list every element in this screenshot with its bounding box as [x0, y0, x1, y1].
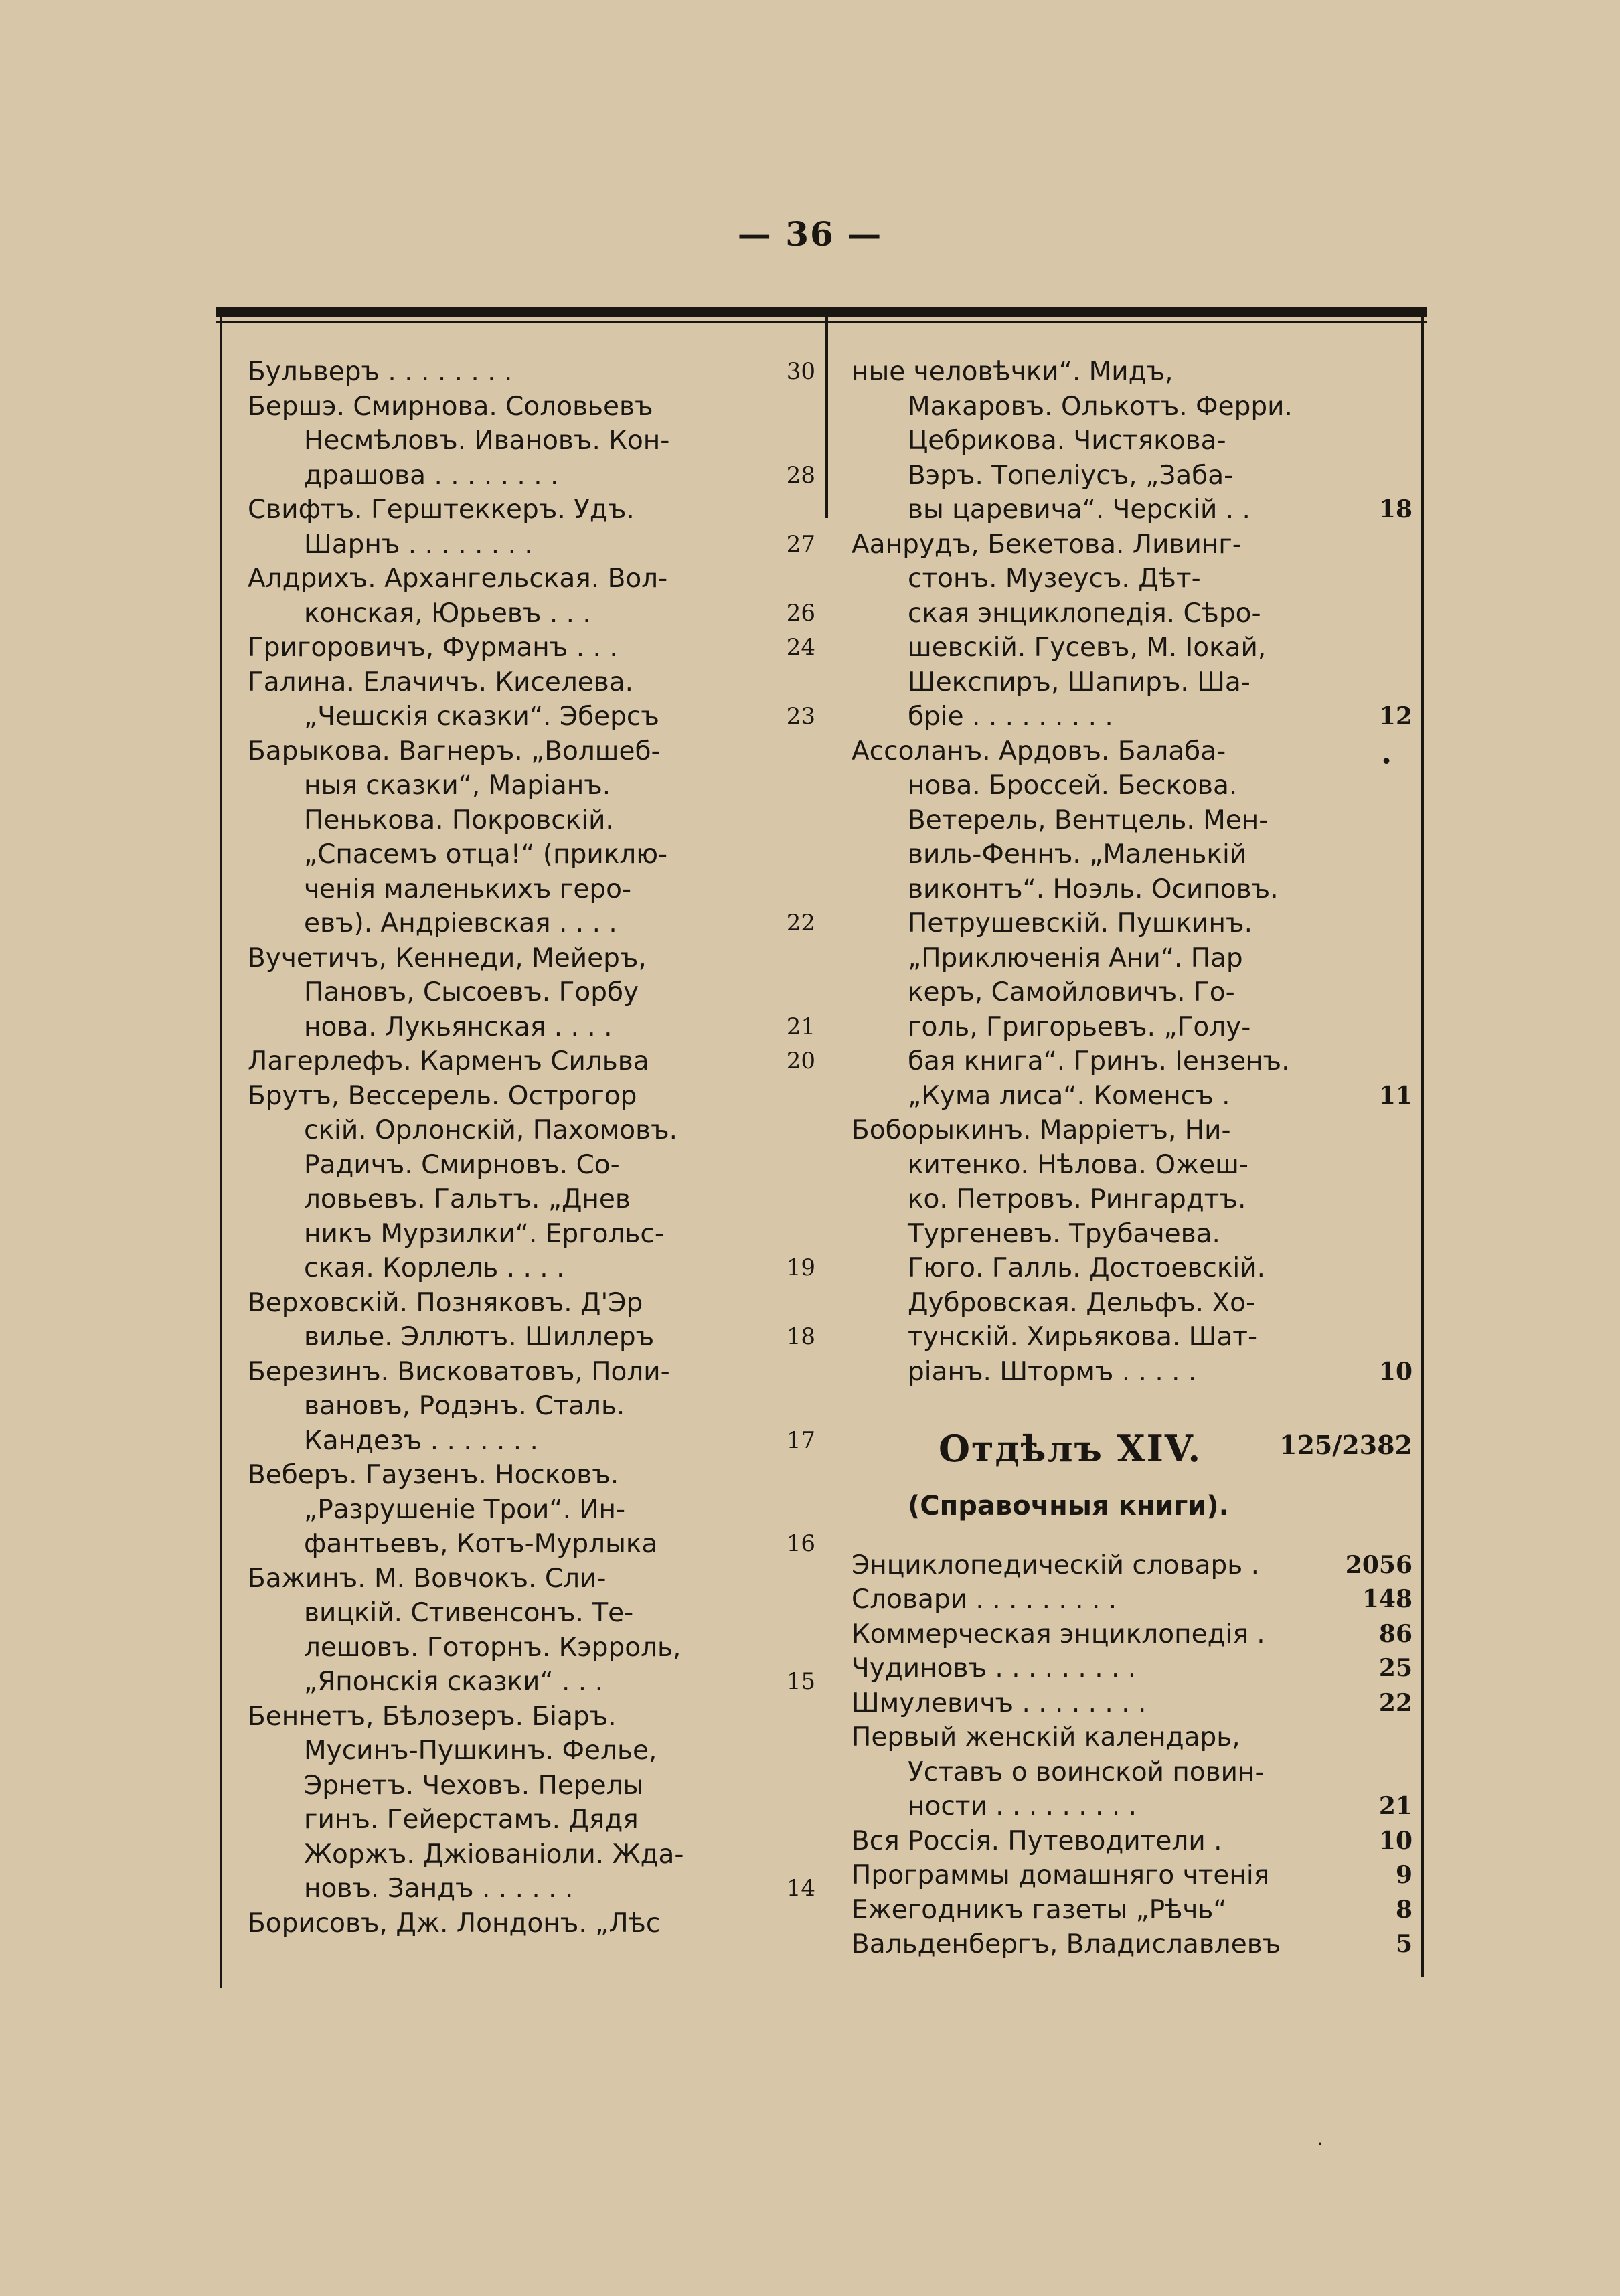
- entry-count: 22: [1378, 1688, 1412, 1717]
- index-entry: [248, 1906, 815, 1941]
- left-column: [248, 355, 815, 1941]
- entry-line: Чудиновъ . . . . . . . . .: [852, 1653, 1137, 1684]
- entry-line: Вся Россія. Путеводители .: [852, 1825, 1222, 1856]
- entry-line: „Чешскія сказки“. Эберсъ: [304, 702, 659, 732]
- entry-line: Веберъ. Гаузенъ. Носковъ.: [248, 1460, 619, 1490]
- entry-line: Лагерлефъ. Карменъ Сильва: [248, 1046, 649, 1076]
- entry-line: стонъ. Музеусъ. Дѣт-: [908, 564, 1201, 594]
- entry-count: 10: [1378, 1357, 1412, 1386]
- entry-line: Боборыкинъ. Марріетъ, Ни-: [852, 1115, 1231, 1145]
- index-entry: [248, 941, 815, 1045]
- entry-line: Кандезъ . . . . . . .: [304, 1425, 538, 1456]
- entry-line: „Японскія сказки“ . . .: [304, 1667, 603, 1697]
- right-column: [852, 355, 1412, 1962]
- entry-count: 18: [1378, 495, 1412, 523]
- entry-count: 23: [786, 703, 815, 730]
- entry-line: Верховскій. Позняковъ. Д'Эр: [248, 1287, 643, 1318]
- entry-count: 15: [786, 1668, 815, 1695]
- entry-line: Вальденбергъ, Владиславлевъ: [852, 1929, 1281, 1959]
- section-heading: [852, 1428, 1412, 1489]
- entry-line: ская энциклопедія. Сѣро-: [908, 598, 1261, 629]
- entry-line: Барыкова. Вагнеръ. „Волшеб-: [248, 736, 661, 766]
- entry-line: голь, Григорьевъ. „Голу-: [908, 1011, 1251, 1042]
- entry-line: Пенькова. Покровскій.: [304, 805, 614, 835]
- index-entry: [248, 1044, 815, 1079]
- reference-books-list: [852, 1548, 1412, 1962]
- entry-line: вановъ, Родэнъ. Сталь.: [304, 1391, 625, 1421]
- entry-count: 10: [1378, 1826, 1412, 1855]
- index-entry: [852, 1548, 1412, 1583]
- entry-line: евъ). Андріевская . . . .: [304, 908, 617, 938]
- entry-line: ловьевъ. Гальтъ. „Днев: [304, 1184, 631, 1214]
- index-entry: [852, 1582, 1412, 1617]
- entry-count: 24: [786, 634, 815, 661]
- entry-line: „Разрушеніе Трои“. Ин-: [304, 1494, 626, 1525]
- entry-line: Беннетъ, Бѣлозеръ. Біаръ.: [248, 1701, 617, 1732]
- entry-line: Галина. Елачичъ. Киселева.: [248, 667, 634, 698]
- entry-line: ченія маленькихъ геро-: [304, 874, 632, 904]
- entry-line: Брутъ, Вессерель. Острогор: [248, 1080, 637, 1111]
- right-entries: [852, 355, 1412, 1389]
- index-entry: [852, 1651, 1412, 1686]
- entry-line: Вучетичъ, Кеннеди, Мейеръ,: [248, 942, 647, 973]
- left-border: [220, 317, 222, 1988]
- entry-line: вы царевича“. Черскій . .: [908, 495, 1250, 525]
- index-entry: [248, 1286, 815, 1355]
- column-divider: [825, 317, 828, 518]
- entry-line: Березинъ. Висковатовъ, Поли-: [248, 1356, 670, 1387]
- index-entry: [852, 1927, 1412, 1962]
- entry-line: никъ Мурзилки“. Ергольс-: [304, 1218, 664, 1249]
- entry-line: скій. Орлонскій, Пахомовъ.: [304, 1115, 678, 1145]
- page-number: — 36 —: [737, 214, 883, 254]
- entry-line: бая книга“. Гринъ. Іензенъ.: [908, 1046, 1290, 1076]
- entry-line: Вэръ. Топеліусъ, „Заба-: [908, 460, 1234, 491]
- index-entry: [248, 665, 815, 734]
- entry-line: ности . . . . . . . . .: [908, 1791, 1137, 1821]
- entry-line: новъ. Зандъ . . . . . .: [304, 1874, 574, 1904]
- entry-count: 21: [786, 1013, 815, 1040]
- entry-count: 14: [786, 1875, 815, 1902]
- index-entry: [852, 1617, 1412, 1652]
- entry-line: „Спасемъ отца!“ (приклю-: [304, 839, 668, 870]
- index-entry: [248, 1458, 815, 1562]
- entry-line: Словари . . . . . . . . .: [852, 1584, 1117, 1615]
- entry-line: Аанрудъ, Бекетова. Ливинг-: [852, 529, 1242, 560]
- entry-line: Алдрихъ. Архангельская. Вол-: [248, 564, 668, 594]
- entry-count: 86: [1378, 1619, 1412, 1648]
- index-entry: [248, 493, 815, 562]
- index-entry: [852, 1686, 1412, 1721]
- index-entry: [248, 1700, 815, 1906]
- entry-line: бріе . . . . . . . . .: [908, 702, 1113, 732]
- top-rule-thin: [216, 321, 1427, 323]
- entry-count: 2056: [1345, 1550, 1412, 1579]
- entry-count: 25: [1378, 1654, 1412, 1682]
- index-entry: [248, 390, 815, 493]
- footer-mark: .: [1317, 2127, 1323, 2149]
- entry-bullet: •: [1380, 750, 1392, 774]
- entry-line: Ежегодникъ газеты „Рѣчь“: [852, 1894, 1227, 1925]
- entry-line: нова. Броссей. Бескова.: [908, 770, 1238, 801]
- entry-line: Жоржъ. Джіованіоли. Жда-: [304, 1839, 684, 1870]
- entry-count: 27: [786, 530, 815, 558]
- entry-line: Ассоланъ. Ардовъ. Балаба-: [852, 736, 1226, 766]
- entry-line: Тургеневъ. Трубачева.: [908, 1218, 1220, 1249]
- section-fraction: 125/2382: [1279, 1430, 1412, 1460]
- entry-count: 21: [1378, 1792, 1412, 1820]
- entry-line: ныя сказки“, Маріанъ.: [304, 770, 611, 801]
- section-title: Отдѣлъ XIV.: [939, 1427, 1202, 1470]
- index-entry: [852, 734, 1412, 1114]
- section-subtitle: (Справочныя книги).: [908, 1491, 1229, 1522]
- entry-line: Бершэ. Смирнова. Соловьевъ: [248, 391, 653, 422]
- entry-line: фантьевъ, Котъ-Мурлыка: [304, 1529, 658, 1559]
- entry-line: Свифтъ. Герштеккеръ. Удъ.: [248, 495, 635, 525]
- entry-line: керъ, Самойловичъ. Го-: [908, 977, 1235, 1007]
- entry-line: Петрушевскій. Пушкинъ.: [908, 908, 1252, 938]
- entry-count: 8: [1395, 1895, 1412, 1924]
- index-entry: [852, 1893, 1412, 1928]
- index-entry: [248, 355, 815, 390]
- entry-line: „Приключенія Ани“. Пар: [908, 942, 1243, 973]
- top-rule: [216, 307, 1427, 317]
- entry-line: Энциклопедическій словарь .: [852, 1550, 1260, 1580]
- entry-count: 22: [786, 910, 815, 936]
- entry-line: Бажинъ. М. Вовчокъ. Сли-: [248, 1563, 606, 1594]
- entry-line: конская, Юрьевъ . . .: [304, 598, 591, 629]
- entry-line: „Кума лиса“. Коменсъ .: [908, 1080, 1230, 1111]
- entry-line: Цебрикова. Чистякова-: [908, 426, 1226, 456]
- entry-line: гинъ. Гейерстамъ. Дядя: [304, 1805, 639, 1835]
- entry-count: 26: [786, 599, 815, 627]
- entry-line: виль-Феннъ. „Маленькій: [908, 839, 1247, 870]
- index-entry: [248, 562, 815, 631]
- entry-line: Радичъ. Смирновъ. Со-: [304, 1149, 620, 1180]
- entry-line: ные человѣчки“. Мидъ,: [852, 357, 1173, 387]
- entry-line: Гюго. Галль. Достоевскій.: [908, 1253, 1265, 1283]
- entry-count: 16: [786, 1530, 815, 1557]
- entry-line: шевскій. Гусевъ, М. Іокай,: [908, 633, 1267, 663]
- entry-count: 17: [786, 1426, 815, 1454]
- entry-count: 12: [1378, 702, 1412, 730]
- entry-line: ріанъ. Штормъ . . . . .: [908, 1356, 1197, 1387]
- entry-count: 5: [1395, 1930, 1412, 1958]
- entry-count: 18: [786, 1323, 815, 1350]
- entry-line: Коммерческая энциклопедія .: [852, 1619, 1265, 1649]
- entry-line: Программы домашняго чтенія: [852, 1860, 1270, 1890]
- entry-count: 28: [786, 461, 815, 489]
- entry-line: Эрнетъ. Чеховъ. Перелы: [304, 1770, 644, 1801]
- entry-count: 20: [786, 1048, 815, 1074]
- entry-line: Макаровъ. Олькотъ. Ферри.: [908, 391, 1293, 422]
- entry-count: 19: [786, 1254, 815, 1281]
- entry-line: Борисовъ, Дж. Лондонъ. „Лѣс: [248, 1908, 661, 1939]
- entry-line: Пановъ, Сысоевъ. Горбу: [304, 977, 639, 1007]
- entry-line: Дубровская. Дельфъ. Хо-: [908, 1287, 1256, 1318]
- entry-line: вицкій. Стивенсонъ. Те-: [304, 1598, 634, 1628]
- right-border: [1421, 317, 1424, 1977]
- index-entry: [248, 1079, 815, 1286]
- entry-line: Ветерель, Вентцель. Мен-: [908, 805, 1269, 835]
- entry-line: Шарнъ . . . . . . . .: [304, 529, 533, 560]
- entry-line: вилье. Эллютъ. Шиллеръ: [304, 1322, 655, 1352]
- entry-line: Несмѣловъ. Ивановъ. Кон-: [304, 426, 670, 456]
- index-entry: [852, 527, 1412, 734]
- entry-line: Мусинъ-Пушкинъ. Фелье,: [304, 1736, 657, 1766]
- entry-line: тунскій. Хирьякова. Шат-: [908, 1322, 1258, 1352]
- entry-count: 9: [1395, 1861, 1412, 1889]
- index-entry: [248, 1355, 815, 1459]
- entry-line: ко. Петровъ. Рингардтъ.: [908, 1184, 1246, 1214]
- entry-line: Уставъ о воинской повин-: [908, 1756, 1265, 1787]
- index-entry: [248, 734, 815, 941]
- entry-line: лешовъ. Готорнъ. Кэрроль,: [304, 1632, 681, 1663]
- index-entry: [248, 631, 815, 665]
- entry-count: 30: [786, 358, 815, 385]
- entry-line: драшова . . . . . . . .: [304, 460, 559, 491]
- entry-line: Шекспиръ, Шапиръ. Ша-: [908, 667, 1250, 698]
- entry-line: ская. Корлель . . . .: [304, 1253, 565, 1283]
- index-entry: [852, 355, 1412, 527]
- entry-line: китенко. Нѣлова. Ожеш-: [908, 1149, 1248, 1180]
- entry-line: Бульверъ . . . . . . . .: [248, 357, 513, 387]
- index-entry: [852, 1113, 1412, 1389]
- index-entry: [852, 1824, 1412, 1859]
- entry-count: 11: [1378, 1081, 1412, 1110]
- entry-line: Первый женскій календарь,: [852, 1722, 1240, 1752]
- entry-line: нова. Лукьянская . . . .: [304, 1011, 613, 1042]
- entry-line: виконтъ“. Ноэль. Осиповъ.: [908, 874, 1279, 904]
- index-entry: [852, 1720, 1412, 1824]
- entry-count: 148: [1362, 1585, 1412, 1613]
- entry-line: Шмулевичъ . . . . . . . .: [852, 1688, 1147, 1718]
- index-entry: [852, 1858, 1412, 1893]
- entry-line: Григоровичъ, Фурманъ . . .: [248, 633, 618, 663]
- index-entry: [248, 1562, 815, 1700]
